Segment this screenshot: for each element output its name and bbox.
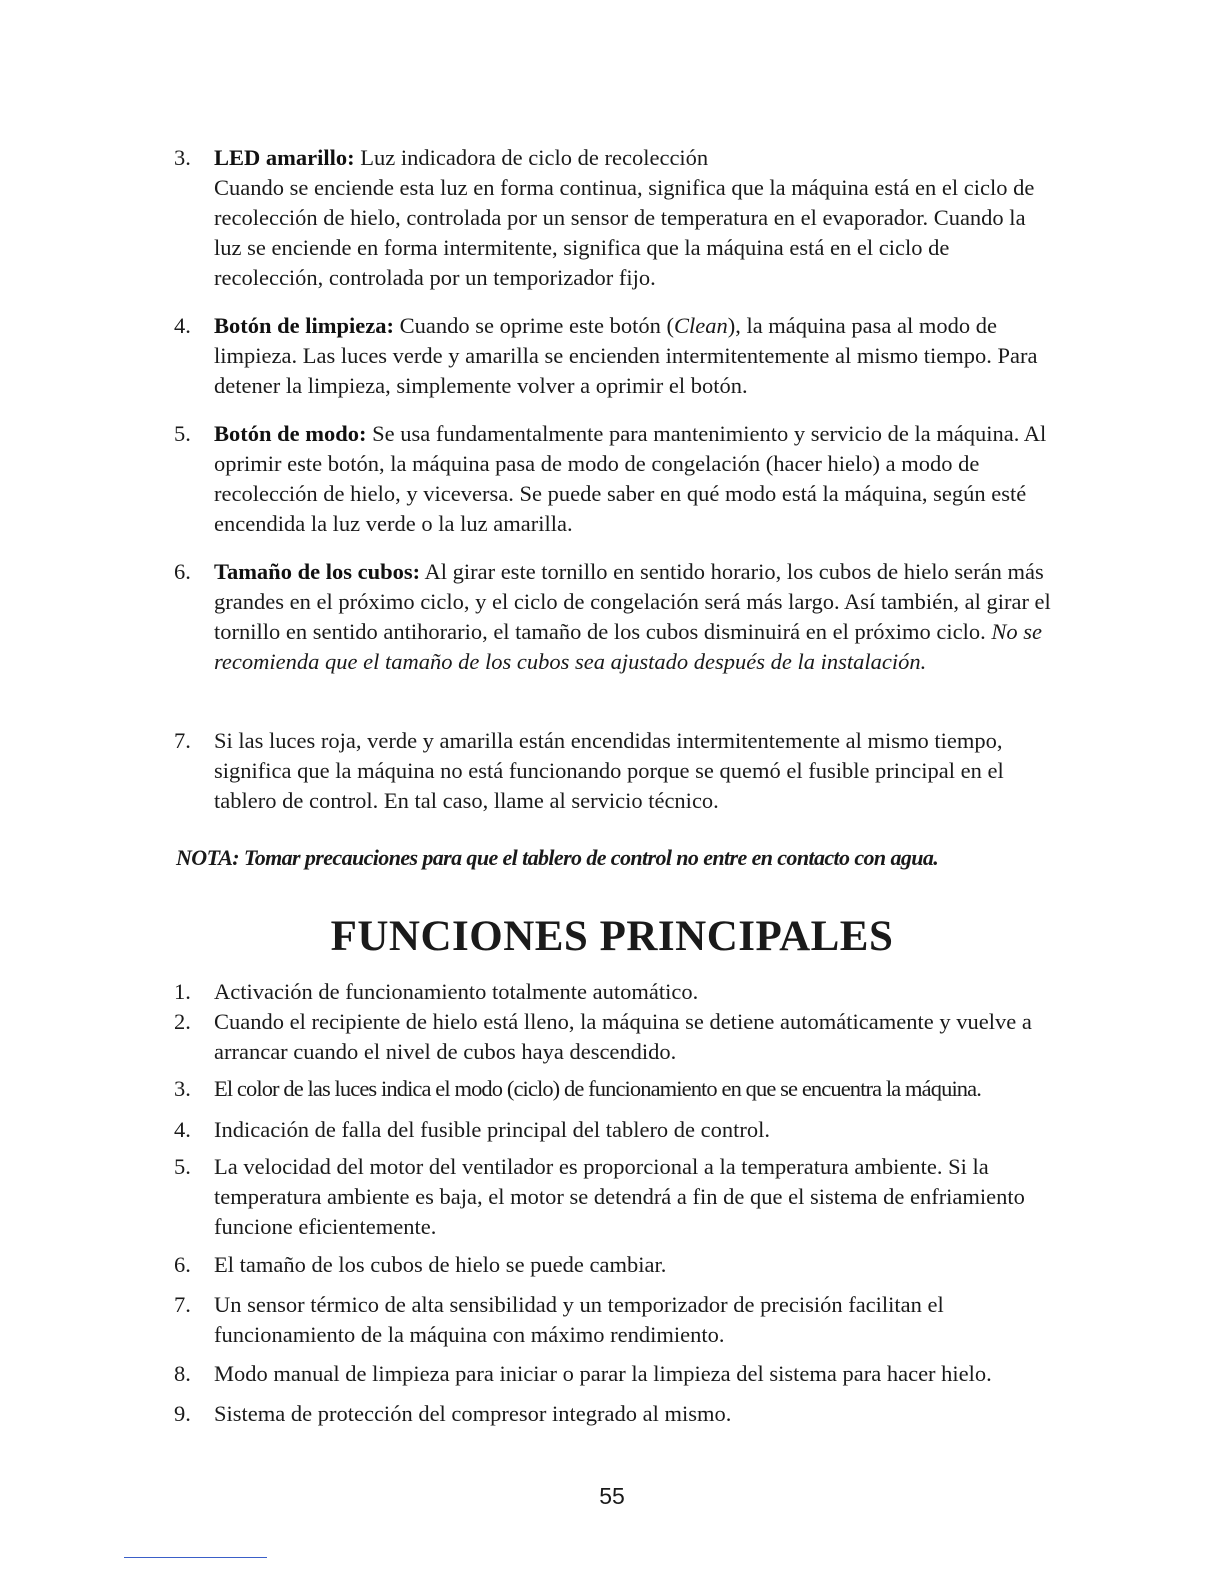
item-italic-text: No se recomienda que el tamaño de los cubos sea ajustado después de la instalación.	[214, 619, 1042, 674]
item-number: 5.	[174, 1154, 191, 1179]
item-heading: Botón de limpieza:	[214, 313, 394, 338]
feature-item	[174, 1115, 1054, 1145]
note-text: NOTA: Tomar precauciones para que el tablero de control no entre en contacto con agua.	[176, 845, 939, 870]
item-text: Luz indicadora de ciclo de recolección	[354, 145, 709, 170]
section-title: FUNCIONES PRINCIPALES	[330, 913, 894, 960]
item-number: 2.	[174, 1009, 191, 1034]
item-text: Se usa fundamentalmente para mantenimiento y servicio de la máquina. Al oprimir este botón, la máquina pasa de modo de congelación (hacer hielo) a modo de recolección de hielo, y viceversa. Se puede saber en qué modo está la máquina, según esté encendida la luz verde o la luz amarilla.	[214, 421, 1047, 536]
feature-text: Modo manual de limpieza para iniciar o parar la limpieza del sistema para hacer hielo.	[214, 1361, 992, 1386]
item-heading: Tamaño de los cubos:	[214, 559, 421, 584]
item-number: 1.	[174, 979, 191, 1004]
item-number: 7.	[174, 728, 191, 753]
list-item-boton-modo	[174, 419, 1054, 539]
feature-item	[174, 1399, 1054, 1429]
feature-item	[174, 1152, 1054, 1242]
item-number: 7.	[174, 1292, 191, 1317]
item-number: 4.	[174, 313, 191, 338]
item-number: 9.	[174, 1401, 191, 1426]
item-heading: LED amarillo:	[214, 145, 355, 170]
feature-text: El tamaño de los cubos de hielo se puede cambiar.	[214, 1252, 667, 1277]
feature-text: Cuando el recipiente de hielo está lleno, la máquina se detiene automáticamente y vuelve a arrancar cuando el nivel de cubos haya descendido.	[214, 1009, 1032, 1064]
item-number: 3.	[174, 1076, 191, 1101]
feature-text: El color de las luces indica el modo (ciclo) de funcionamiento en que se encuentra la máquina.	[214, 1076, 981, 1101]
feature-text: Un sensor térmico de alta sensibilidad y un temporizador de precisión facilitan el funcionamiento de la máquina con máximo rendimiento.	[214, 1292, 944, 1347]
feature-item	[174, 977, 1054, 1007]
feature-item	[174, 1074, 1054, 1104]
list-item-tamano-cubos	[174, 557, 1054, 677]
item-number: 3.	[174, 145, 191, 170]
feature-item	[174, 1250, 1054, 1280]
page-number: 55	[599, 1483, 625, 1509]
list-item-luces-fusible	[174, 726, 1054, 816]
feature-item	[174, 1290, 1054, 1350]
feature-text: La velocidad del motor del ventilador es proporcional a la temperatura ambiente. Si la temperatura ambiente es baja, el motor se detendrá a fin de que el sistema de enfriamiento funcione eficientemente.	[214, 1154, 1025, 1239]
item-text: Si las luces roja, verde y amarilla están encendidas intermitentemente al mismo tiempo, significa que la máquina no está funcionando porque se quemó el fusible principal en el tablero de control. En tal caso, llame al servicio técnico.	[214, 728, 1004, 813]
list-item-led-amarillo	[174, 143, 1054, 293]
item-description: Cuando se enciende esta luz en forma continua, significa que la máquina está en el ciclo de recolección de hielo, controlada por un sensor de temperatura en el evaporador. Cuando la luz se enciende en forma intermitente, significa que la máquina está en el ciclo de recolección, controlada por un temporizador fijo.	[214, 175, 1035, 290]
feature-item	[174, 1007, 1054, 1067]
item-heading: Botón de modo:	[214, 421, 367, 446]
item-text: ), la máquina pasa al modo de limpieza. Las luces verde y amarilla se encienden intermitentemente al mismo tiempo. Para detener la limpieza, simplemente volver a oprimir el botón.	[214, 313, 1038, 398]
feature-text: Activación de funcionamiento totalmente automático.	[214, 979, 699, 1004]
list-item-boton-limpieza	[174, 311, 1054, 401]
feature-text: Sistema de protección del compresor integrado al mismo.	[214, 1401, 732, 1426]
item-number: 8.	[174, 1361, 191, 1386]
item-text: Cuando se oprime este botón (	[394, 313, 674, 338]
item-text: Al girar este tornillo en sentido horario, los cubos de hielo serán más grandes en el próximo ciclo, y el ciclo de congelación será más largo. Así también, al girar el tornillo en sentido antihorario, el tamaño de los cubos disminuirá en el próximo ciclo.	[214, 559, 1051, 644]
item-italic-text: Clean	[673, 313, 728, 338]
item-number: 4.	[174, 1117, 191, 1142]
item-number: 6.	[174, 1252, 191, 1277]
footer-divider	[124, 1557, 267, 1558]
feature-text: Indicación de falla del fusible principal del tablero de control.	[214, 1117, 771, 1142]
feature-item	[174, 1359, 1054, 1389]
item-number: 6.	[174, 559, 191, 584]
item-number: 5.	[174, 421, 191, 446]
